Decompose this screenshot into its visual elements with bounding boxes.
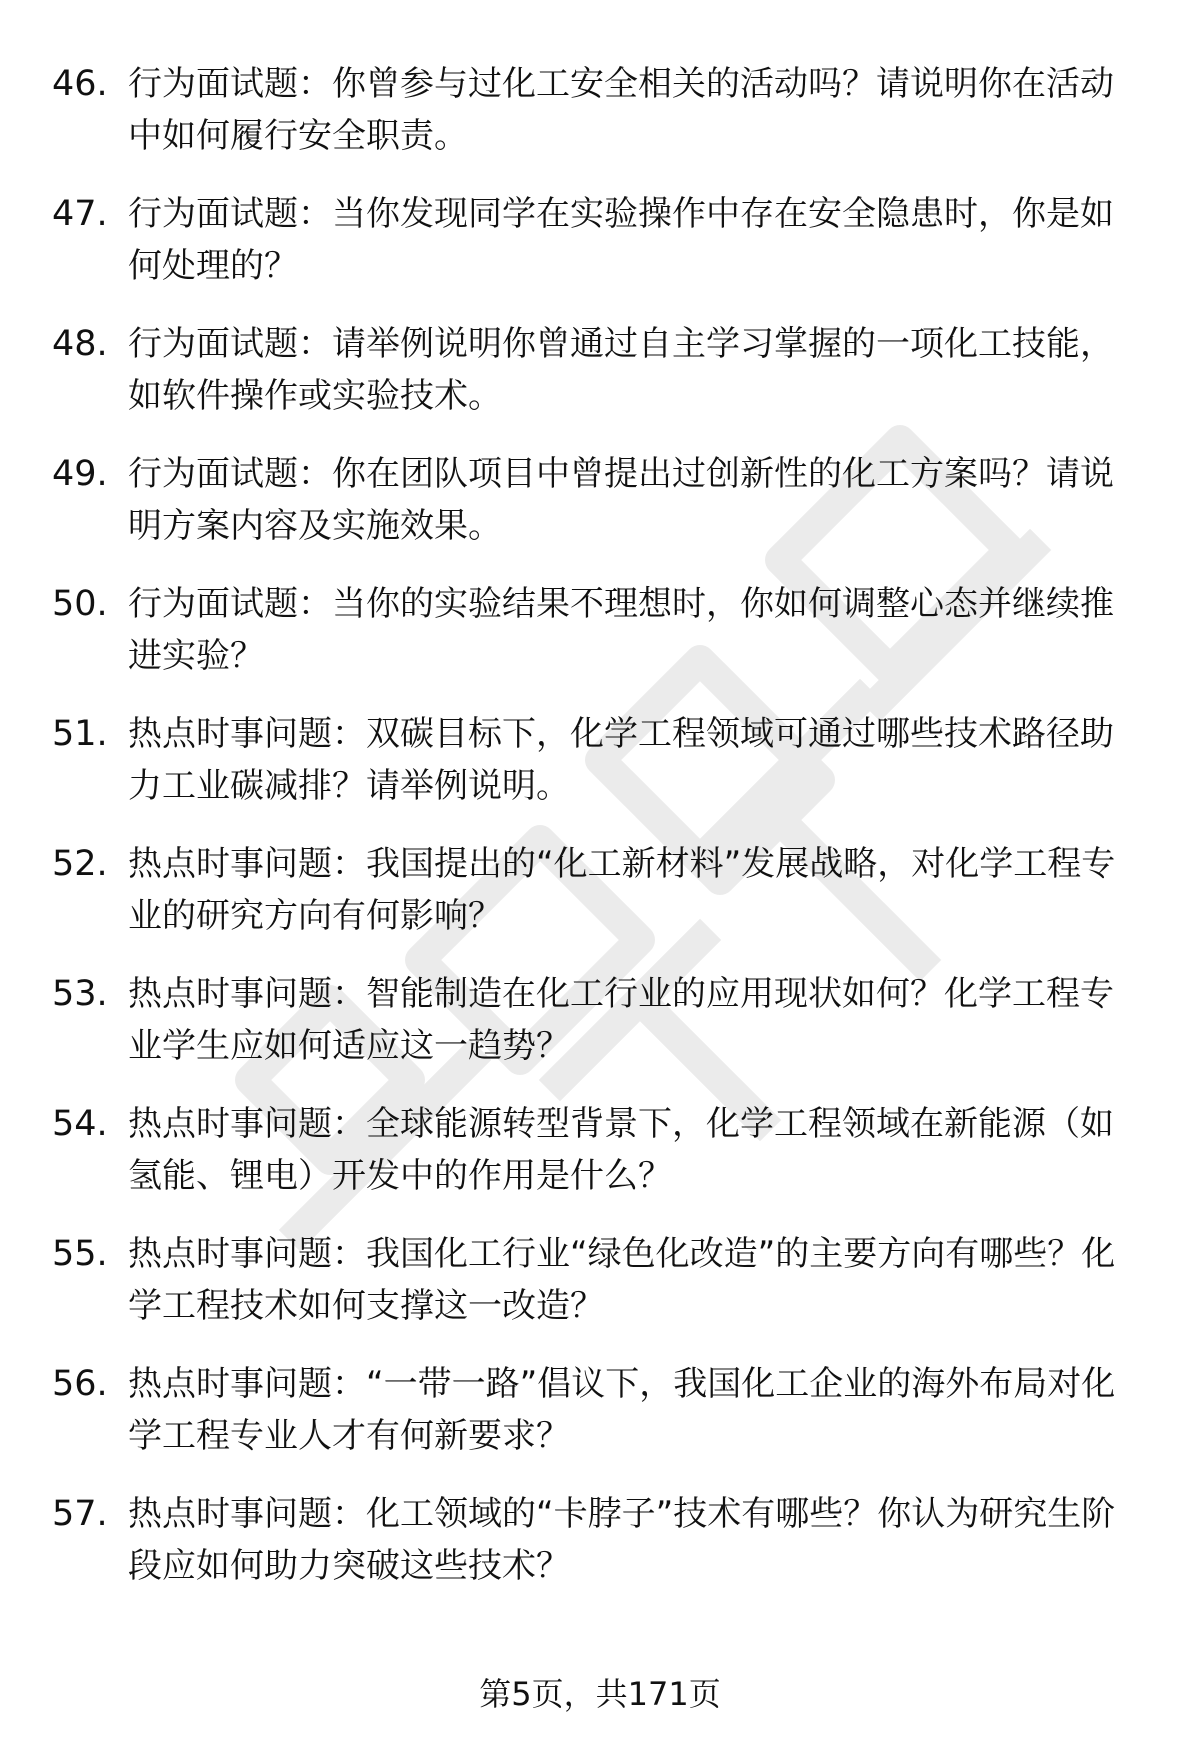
question-number: 55. xyxy=(52,1234,108,1274)
question-item xyxy=(52,1098,1142,1228)
question-item xyxy=(52,578,1142,708)
question-number: 50. xyxy=(52,584,108,624)
question-list xyxy=(52,58,1142,1618)
question-number: 46. xyxy=(52,64,108,104)
question-number: 54. xyxy=(52,1104,108,1144)
question-number: 57. xyxy=(52,1494,108,1534)
question-number: 49. xyxy=(52,454,108,494)
question-text: 热点时事问题：全球能源转型背景下，化学工程领域在新能源（如氢能、锂电）开发中的作用是什么？ xyxy=(128,1104,1114,1196)
question-item xyxy=(52,838,1142,968)
question-text: 热点时事问题：“一带一路”倡议下，我国化工企业的海外布局对化学工程专业人才有何新要求？ xyxy=(128,1364,1116,1456)
page-number-footer: 第5页，共171页 xyxy=(479,1675,721,1713)
question-item xyxy=(52,968,1142,1098)
question-number: 56. xyxy=(52,1364,108,1404)
question-number: 47. xyxy=(52,194,108,234)
question-item xyxy=(52,1228,1142,1358)
question-text: 行为面试题：请举例说明你曾通过自主学习掌握的一项化工技能，如软件操作或实验技术。 xyxy=(128,324,1114,416)
question-text: 热点时事问题：我国提出的“化工新材料”发展战略，对化学工程专业的研究方向有何影响？ xyxy=(128,844,1116,936)
question-number: 53. xyxy=(52,974,108,1014)
question-item xyxy=(52,1358,1142,1488)
question-text: 行为面试题：你曾参与过化工安全相关的活动吗？请说明你在活动中如何履行安全职责。 xyxy=(128,64,1114,156)
question-text: 行为面试题：当你的实验结果不理想时，你如何调整心态并继续推进实验？ xyxy=(128,584,1114,676)
question-item xyxy=(52,708,1142,838)
question-item xyxy=(52,1488,1142,1618)
question-item xyxy=(52,318,1142,448)
question-text: 行为面试题：你在团队项目中曾提出过创新性的化工方案吗？请说明方案内容及实施效果。 xyxy=(128,454,1114,546)
question-item xyxy=(52,58,1142,188)
question-text: 热点时事问题：化工领域的“卡脖子”技术有哪些？你认为研究生阶段应如何助力突破这些技术？ xyxy=(128,1494,1116,1586)
question-text: 热点时事问题：双碳目标下，化学工程领域可通过哪些技术路径助力工业碳减排？请举例说明。 xyxy=(128,714,1114,806)
question-number: 52. xyxy=(52,844,108,884)
question-text: 行为面试题：当你发现同学在实验操作中存在安全隐患时，你是如何处理的？ xyxy=(128,194,1114,286)
question-number: 51. xyxy=(52,714,108,754)
question-text: 热点时事问题：我国化工行业“绿色化改造”的主要方向有哪些？化学工程技术如何支撑这一改造？ xyxy=(128,1234,1116,1326)
question-item xyxy=(52,188,1142,318)
question-number: 48. xyxy=(52,324,108,364)
question-text: 热点时事问题：智能制造在化工行业的应用现状如何？化学工程专业学生应如何适应这一趋势？ xyxy=(128,974,1114,1066)
question-item xyxy=(52,448,1142,578)
